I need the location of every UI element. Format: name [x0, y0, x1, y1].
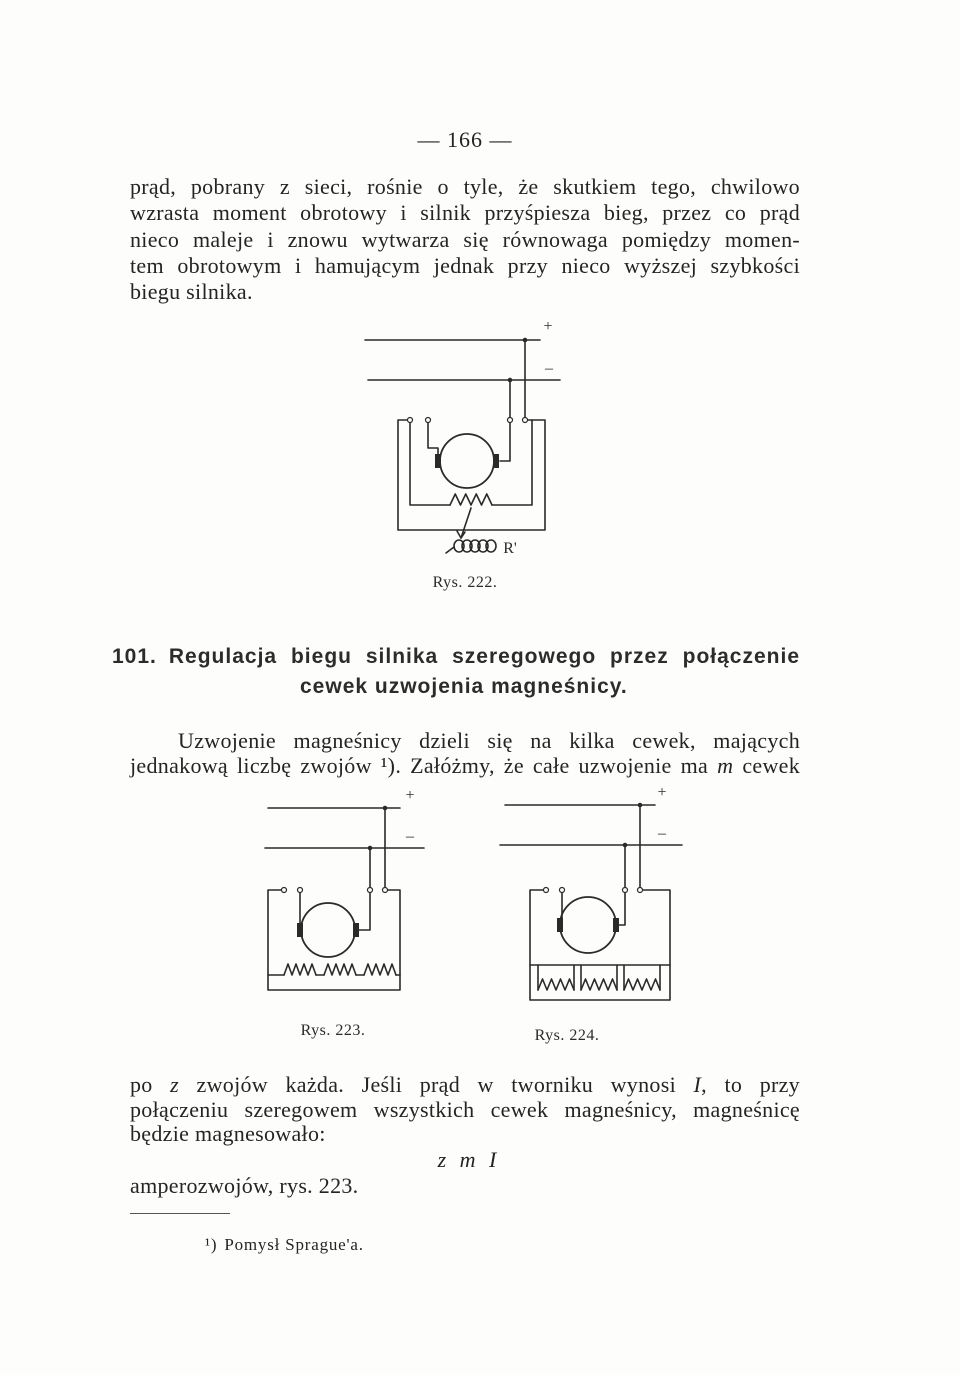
paragraph-line: Uzwojenie magneśnicy dzieli się na kilka cewek, mających: [178, 728, 800, 753]
fig223-armature-wire-right: [359, 893, 370, 931]
fig222-caption: Rys. 222.: [432, 574, 498, 591]
fig222-brush-right: [493, 454, 499, 468]
fig222-field-resistor: [450, 494, 492, 505]
fig224-terminal: [638, 888, 643, 893]
figure-224: [500, 784, 682, 1044]
formula: z m I: [437, 1147, 499, 1172]
fig224-coil-1-leads: [538, 965, 574, 990]
fig222-terminal: [408, 418, 413, 423]
fig224-motor-armature: [560, 897, 616, 953]
fig222-armature-wire-left: [428, 423, 438, 455]
section-heading-line-2: cewek uzwojenia magneśnicy.: [300, 675, 628, 698]
fig222-armature-wire-right: [500, 423, 510, 462]
fig224-coil-3-leads: [624, 965, 660, 990]
fig223-plus-label: +: [405, 787, 415, 804]
fig224-terminal: [623, 888, 628, 893]
fig222-motor-armature: [440, 434, 494, 488]
variable-z: z: [170, 1072, 179, 1097]
paragraph-4: amperozwojów, rys. 223.: [130, 1173, 359, 1198]
text-run: jednakową liczbę zwojów: [130, 753, 381, 778]
fig223-terminal: [368, 888, 373, 893]
footnote-text: Pomysł Sprague'a.: [224, 1235, 364, 1254]
fig223-brush-right: [353, 923, 359, 937]
section-number: 101.: [112, 645, 157, 668]
fig224-terminal: [560, 888, 565, 893]
paragraph-line: [130, 753, 800, 779]
paragraph-line: będzie magnesowało:: [130, 1121, 326, 1146]
section-heading-line-1: [112, 644, 800, 670]
fig224-brush-right: [613, 918, 619, 932]
fig224-brush-left: [557, 918, 563, 932]
fig222-brush-left: [435, 454, 441, 468]
paragraph-line: [130, 1072, 800, 1098]
fig224-field-coil-1: [538, 979, 574, 990]
paragraph-line: nieco maleje i znowu wytwarza się równowaga pomiędzy momen-: [130, 227, 800, 252]
fig223-terminal: [298, 888, 303, 893]
fig222-rheostat-slider: [461, 508, 471, 538]
footnote-rule: [130, 1213, 230, 1214]
fig223-terminal: [383, 888, 388, 893]
fig223-field-coil-2: [324, 964, 356, 975]
fig224-minus-label: –: [658, 825, 666, 842]
fig224-field-coil-3: [624, 979, 660, 990]
fig222-terminal: [508, 418, 513, 423]
fig222-minus-label: –: [545, 360, 553, 377]
fig223-motor-armature: [301, 903, 355, 957]
page-number: — 166 —: [417, 127, 513, 152]
fig222-rheostat-lead: [446, 547, 454, 553]
fig223-brush-left: [297, 923, 303, 937]
fig223-terminal: [282, 888, 287, 893]
variable-m: m: [717, 753, 734, 778]
footnote-reference: ¹): [380, 753, 396, 778]
paragraph-line: prąd, pobrany z sieci, rośnie o tyle, że skutkiem tego, chwilowo: [130, 174, 800, 199]
section-title: Regulacja biegu silnika szeregowego przez połączenie: [168, 645, 800, 668]
text-run: cewek: [733, 753, 800, 778]
text-run: zwojów każda. Jeśli prąd w tworniku wynosi: [179, 1072, 694, 1097]
figure-223: [265, 787, 424, 1039]
paragraph-line: połączeniu szeregowem wszystkich cewek magneśnicy, magneśnicę: [130, 1097, 800, 1122]
fig223-minus-label: –: [406, 828, 414, 845]
fig222-terminal: [523, 418, 528, 423]
fig222-rheostat-label: R': [503, 540, 517, 557]
fig224-caption: Rys. 224.: [534, 1027, 600, 1044]
fig222-outer-frame-wire: [398, 420, 545, 530]
footnote: [205, 1233, 364, 1257]
fig222-plus-label: +: [543, 318, 553, 335]
fig224-field-coil-2: [581, 979, 617, 990]
paragraph-line: tem obrotowym i hamującym jednak przy nieco wyższej szybkości: [130, 253, 800, 278]
fig223-field-coil-1: [284, 964, 316, 975]
paragraph-line: biegu silnika.: [130, 279, 253, 304]
text-run: , to przy: [701, 1072, 800, 1097]
fig223-caption: Rys. 223.: [300, 1022, 366, 1039]
fig222-rheostat: [446, 508, 517, 557]
fig222-terminal: [426, 418, 431, 423]
text-run: po: [130, 1072, 171, 1097]
paragraph-line: wzrasta moment obrotowy i silnik przyśpiesza bieg, przez co prąd: [130, 200, 800, 225]
footnote-mark: ¹): [205, 1235, 218, 1254]
fig224-plus-label: +: [657, 784, 667, 801]
fig224-armature-wire-right: [619, 893, 625, 926]
text-run: . Załóżmy, że całe uzwojenie ma: [395, 753, 718, 778]
fig223-field-coil-3: [364, 964, 396, 975]
fig224-coil-2-leads: [581, 965, 617, 990]
fig224-terminal: [544, 888, 549, 893]
variable-i: I: [693, 1072, 702, 1097]
figure-222: [365, 318, 560, 591]
